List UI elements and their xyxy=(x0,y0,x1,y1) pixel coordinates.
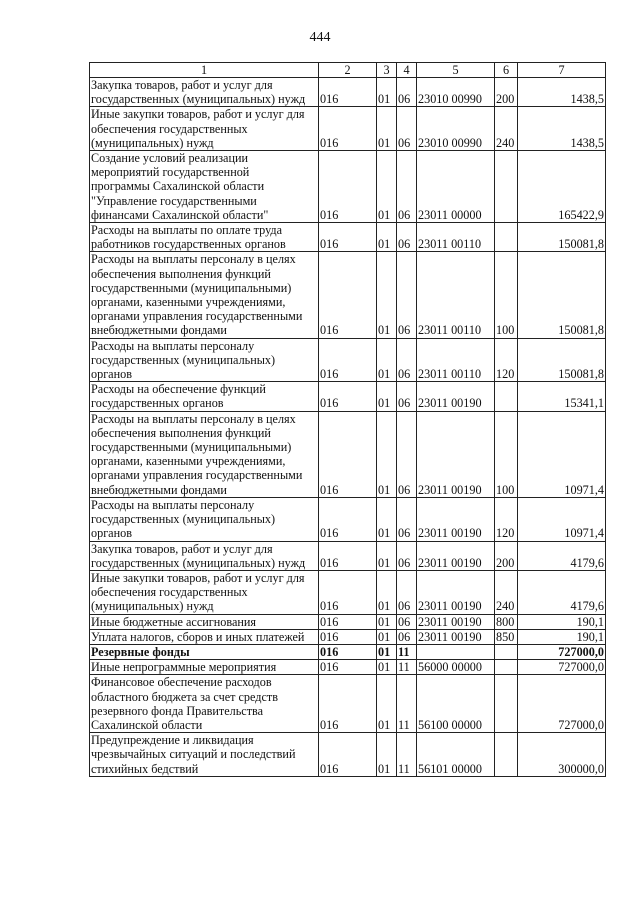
cell-target-article: 23011 00190 xyxy=(417,570,495,614)
cell-amount: 150081,8 xyxy=(518,338,606,382)
table-row xyxy=(90,107,606,151)
page-number: 444 xyxy=(309,30,331,45)
table-body xyxy=(90,78,606,777)
cell-item-name: Иные бюджетные ассигнования xyxy=(90,614,319,629)
cell-admin-code: 016 xyxy=(319,629,377,644)
cell-target-article: 56100 00000 xyxy=(417,675,495,733)
cell-section-code: 01 xyxy=(377,382,397,411)
cell-target-article: 23011 00190 xyxy=(417,614,495,629)
cell-subsection-code: 06 xyxy=(397,223,417,252)
cell-section-code: 01 xyxy=(377,338,397,382)
cell-subsection-code: 11 xyxy=(397,660,417,675)
cell-target-article: 23011 00190 xyxy=(417,382,495,411)
cell-expense-type: 100 xyxy=(495,252,518,338)
table-row xyxy=(90,629,606,644)
cell-admin-code: 016 xyxy=(319,614,377,629)
cell-amount: 165422,9 xyxy=(518,151,606,223)
table-row xyxy=(90,644,606,659)
cell-amount: 15341,1 xyxy=(518,382,606,411)
cell-subsection-code: 11 xyxy=(397,675,417,733)
cell-amount: 10971,4 xyxy=(518,411,606,497)
cell-target-article: 23011 00000 xyxy=(417,151,495,223)
cell-item-name: Расходы на выплаты персоналу в целях обеспечения выполнения функций государственными (муниципальными) органами, казенными учреждениями, органами управления государственными внебюджетными фондами xyxy=(90,411,319,497)
cell-item-name: Иные закупки товаров, работ и услуг для обеспечения государственных (муниципальных) нужд xyxy=(90,570,319,614)
cell-subsection-code: 06 xyxy=(397,338,417,382)
cell-target-article: 23011 00110 xyxy=(417,338,495,382)
cell-item-name: Иные закупки товаров, работ и услуг для обеспечения государственных (муниципальных) нужд xyxy=(90,107,319,151)
cell-expense-type xyxy=(495,644,518,659)
cell-amount: 727000,0 xyxy=(518,675,606,733)
cell-section-code: 01 xyxy=(377,411,397,497)
cell-target-article: 56101 00000 xyxy=(417,733,495,777)
cell-amount: 4179,6 xyxy=(518,570,606,614)
table-row xyxy=(90,252,606,338)
cell-target-article: 23011 00190 xyxy=(417,629,495,644)
cell-item-name: Расходы на выплаты персоналу государственных (муниципальных) органов xyxy=(90,497,319,541)
cell-section-code: 01 xyxy=(377,614,397,629)
cell-expense-type xyxy=(495,660,518,675)
cell-amount: 150081,8 xyxy=(518,223,606,252)
cell-item-name: Расходы на выплаты по оплате труда работников государственных органов xyxy=(90,223,319,252)
cell-section-code: 01 xyxy=(377,570,397,614)
table-row xyxy=(90,570,606,614)
cell-admin-code: 016 xyxy=(319,675,377,733)
cell-section-code: 01 xyxy=(377,675,397,733)
table-row xyxy=(90,497,606,541)
cell-admin-code: 016 xyxy=(319,107,377,151)
cell-admin-code: 016 xyxy=(319,541,377,570)
cell-subsection-code: 06 xyxy=(397,411,417,497)
cell-section-code: 01 xyxy=(377,223,397,252)
cell-target-article: 23011 00190 xyxy=(417,497,495,541)
cell-subsection-code: 11 xyxy=(397,733,417,777)
header-col-2: 2 xyxy=(319,63,377,78)
table-row xyxy=(90,382,606,411)
cell-subsection-code: 06 xyxy=(397,541,417,570)
header-col-1: 1 xyxy=(90,63,319,78)
cell-section-code: 01 xyxy=(377,252,397,338)
cell-subsection-code: 11 xyxy=(397,644,417,659)
cell-expense-type xyxy=(495,733,518,777)
cell-subsection-code: 06 xyxy=(397,107,417,151)
cell-section-code: 01 xyxy=(377,497,397,541)
cell-section-code: 01 xyxy=(377,660,397,675)
budget-table xyxy=(89,62,606,777)
cell-admin-code: 016 xyxy=(319,733,377,777)
cell-admin-code: 016 xyxy=(319,382,377,411)
table-row xyxy=(90,223,606,252)
table-row xyxy=(90,338,606,382)
cell-item-name: Создание условий реализации мероприятий государственной программы Сахалинской области "Управление государственными финансами Сахалинской области" xyxy=(90,151,319,223)
cell-expense-type xyxy=(495,151,518,223)
cell-admin-code: 016 xyxy=(319,570,377,614)
cell-section-code: 01 xyxy=(377,541,397,570)
header-col-7: 7 xyxy=(518,63,606,78)
cell-target-article xyxy=(417,644,495,659)
cell-expense-type xyxy=(495,382,518,411)
cell-admin-code: 016 xyxy=(319,78,377,107)
cell-item-name: Расходы на обеспечение функций государственных органов xyxy=(90,382,319,411)
cell-item-name: Расходы на выплаты персоналу в целях обеспечения выполнения функций государственными (муниципальными) органами, казенными учреждениями, органами управления государственными внебюджетными фондами xyxy=(90,252,319,338)
cell-subsection-code: 06 xyxy=(397,78,417,107)
cell-amount: 10971,4 xyxy=(518,497,606,541)
cell-admin-code: 016 xyxy=(319,223,377,252)
cell-item-name: Уплата налогов, сборов и иных платежей xyxy=(90,629,319,644)
cell-target-article: 23011 00110 xyxy=(417,223,495,252)
table-row xyxy=(90,733,606,777)
cell-expense-type: 200 xyxy=(495,78,518,107)
cell-amount: 1438,5 xyxy=(518,107,606,151)
cell-expense-type: 800 xyxy=(495,614,518,629)
cell-item-name: Финансовое обеспечение расходов областного бюджета за счет средств резервного фонда Правительства Сахалинской области xyxy=(90,675,319,733)
cell-section-code: 01 xyxy=(377,107,397,151)
cell-item-name: Резервные фонды xyxy=(90,644,319,659)
cell-section-code: 01 xyxy=(377,151,397,223)
cell-subsection-code: 06 xyxy=(397,570,417,614)
table-row xyxy=(90,78,606,107)
cell-item-name: Предупреждение и ликвидация чрезвычайных ситуаций и последствий стихийных бедствий xyxy=(90,733,319,777)
cell-admin-code: 016 xyxy=(319,252,377,338)
cell-subsection-code: 06 xyxy=(397,252,417,338)
cell-admin-code: 016 xyxy=(319,338,377,382)
table-header-row xyxy=(90,63,606,78)
cell-amount: 1438,5 xyxy=(518,78,606,107)
cell-subsection-code: 06 xyxy=(397,497,417,541)
cell-amount: 190,1 xyxy=(518,629,606,644)
cell-expense-type: 120 xyxy=(495,338,518,382)
cell-item-name: Расходы на выплаты персоналу государственных (муниципальных) органов xyxy=(90,338,319,382)
header-col-4: 4 xyxy=(397,63,417,78)
cell-section-code: 01 xyxy=(377,733,397,777)
table-row xyxy=(90,660,606,675)
cell-expense-type: 240 xyxy=(495,570,518,614)
cell-admin-code: 016 xyxy=(319,497,377,541)
table-row xyxy=(90,675,606,733)
cell-amount: 190,1 xyxy=(518,614,606,629)
cell-expense-type xyxy=(495,223,518,252)
cell-target-article: 23011 00190 xyxy=(417,411,495,497)
table-row xyxy=(90,541,606,570)
cell-subsection-code: 06 xyxy=(397,151,417,223)
cell-section-code: 01 xyxy=(377,644,397,659)
cell-expense-type: 240 xyxy=(495,107,518,151)
cell-subsection-code: 06 xyxy=(397,614,417,629)
cell-section-code: 01 xyxy=(377,78,397,107)
cell-target-article: 23010 00990 xyxy=(417,78,495,107)
cell-expense-type: 100 xyxy=(495,411,518,497)
header-col-5: 5 xyxy=(417,63,495,78)
table-row xyxy=(90,411,606,497)
cell-expense-type: 200 xyxy=(495,541,518,570)
cell-expense-type xyxy=(495,675,518,733)
cell-amount: 727000,0 xyxy=(518,644,606,659)
cell-item-name: Закупка товаров, работ и услуг для государственных (муниципальных) нужд xyxy=(90,78,319,107)
cell-item-name: Закупка товаров, работ и услуг для государственных (муниципальных) нужд xyxy=(90,541,319,570)
cell-admin-code: 016 xyxy=(319,411,377,497)
header-col-3: 3 xyxy=(377,63,397,78)
cell-expense-type: 120 xyxy=(495,497,518,541)
cell-amount: 300000,0 xyxy=(518,733,606,777)
cell-subsection-code: 06 xyxy=(397,382,417,411)
table-row xyxy=(90,151,606,223)
cell-admin-code: 016 xyxy=(319,151,377,223)
cell-admin-code: 016 xyxy=(319,660,377,675)
cell-amount: 727000,0 xyxy=(518,660,606,675)
cell-expense-type: 850 xyxy=(495,629,518,644)
cell-target-article: 23011 00190 xyxy=(417,541,495,570)
cell-subsection-code: 06 xyxy=(397,629,417,644)
cell-section-code: 01 xyxy=(377,629,397,644)
cell-target-article: 56000 00000 xyxy=(417,660,495,675)
cell-item-name: Иные непрограммные мероприятия xyxy=(90,660,319,675)
cell-amount: 150081,8 xyxy=(518,252,606,338)
header-col-6: 6 xyxy=(495,63,518,78)
table-row xyxy=(90,614,606,629)
cell-admin-code: 016 xyxy=(319,644,377,659)
cell-target-article: 23010 00990 xyxy=(417,107,495,151)
cell-amount: 4179,6 xyxy=(518,541,606,570)
cell-target-article: 23011 00110 xyxy=(417,252,495,338)
